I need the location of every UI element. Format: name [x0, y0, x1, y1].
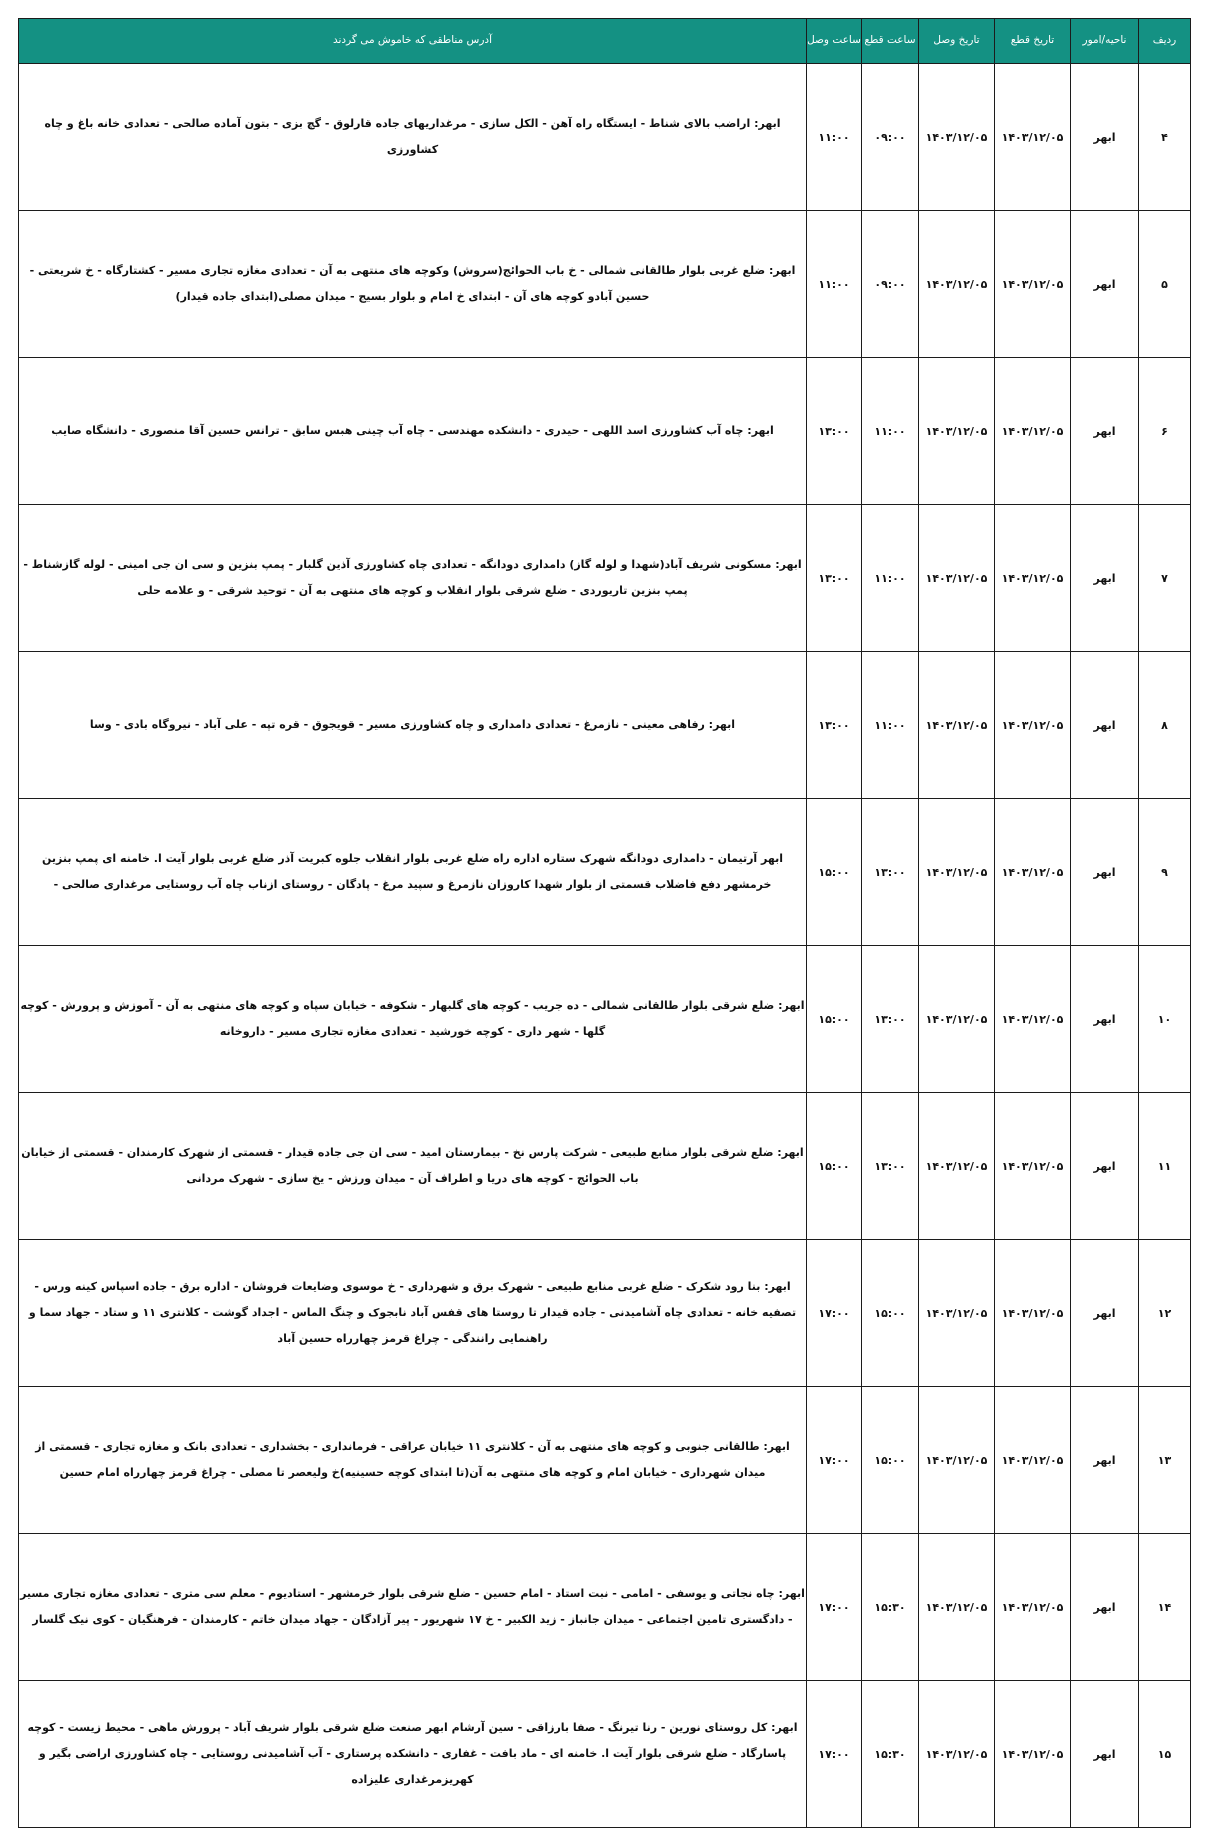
row-address: ابهر: مسکونی شریف آباد(شهدا و لوله گاز) دامداری دودانگه - تعدادی چاه کشاورزی آذین گلبار - پمپ بنزین و سی ان جی امینی - لوله گازشناط - پمپ بنزین تاریوردی - ضلع شرقی بلوار انقلاب و کوچه های منتهی به آن - توحید شرقی - و علامه حلی — [19, 505, 807, 652]
row-cut-time: ۰۹:۰۰ — [862, 211, 919, 358]
header-address: آدرس مناطقی که خاموش می گردند — [19, 19, 807, 64]
row-cut-date: ۱۴۰۳/۱۲/۰۵ — [995, 211, 1071, 358]
row-cut-time: ۱۱:۰۰ — [862, 358, 919, 505]
row-cut-date: ۱۴۰۳/۱۲/۰۵ — [995, 1534, 1071, 1681]
row-connect-time: ۱۳:۰۰ — [807, 652, 862, 799]
row-number: ۱۳ — [1139, 1387, 1191, 1534]
row-area: ابهر — [1071, 64, 1139, 211]
table-row — [19, 799, 1191, 946]
row-number: ۱۱ — [1139, 1093, 1191, 1240]
row-connect-time: ۱۵:۰۰ — [807, 946, 862, 1093]
row-number: ۵ — [1139, 211, 1191, 358]
row-connect-date: ۱۴۰۳/۱۲/۰۵ — [919, 505, 995, 652]
row-connect-time: ۱۵:۰۰ — [807, 1093, 862, 1240]
row-connect-date: ۱۴۰۳/۱۲/۰۵ — [919, 1534, 995, 1681]
row-address: ابهر: کل روستای نورین - رنا تیرنگ - صفا بارزاقی - سین آرشام ابهر صنعت ضلع شرقی بلوار شریف آباد - پرورش ماهی - محیط زیست - کوچه پاسارگاد - ضلع شرقی بلوار آیت ا. خامنه ای - ماد بافت - غفاری - دانشکده پرستاری - آب آشامیدنی روستایی - چاه کشاورزی اراضی بگیر و کهریزمرغداری علیزاده — [19, 1681, 807, 1828]
row-cut-date: ۱۴۰۳/۱۲/۰۵ — [995, 64, 1071, 211]
row-area: ابهر — [1071, 1240, 1139, 1387]
row-connect-time: ۱۱:۰۰ — [807, 211, 862, 358]
table-row — [19, 1240, 1191, 1387]
row-cut-date: ۱۴۰۳/۱۲/۰۵ — [995, 358, 1071, 505]
row-connect-date: ۱۴۰۳/۱۲/۰۵ — [919, 1093, 995, 1240]
table-row — [19, 1681, 1191, 1828]
row-address: ابهر: بنا رود شکرک - ضلع غربی منابع طبیعی - شهرک برق و شهرداری - خ موسوی وضایعات فروشان - اداره برق - جاده اسپاس کینه ورس - تصفیه خانه - تعدادی چاه آشامیدنی - جاده قیدار تا روستا های قفس آباد نابجوک و چنگ الماس - اجداد گوشت - کلانتری ۱۱ و ستاد - جهاد سما و راهنمایی رانندگی - چراغ قرمز چهارراه حسین آباد — [19, 1240, 807, 1387]
row-cut-date: ۱۴۰۳/۱۲/۰۵ — [995, 1387, 1071, 1534]
row-connect-date: ۱۴۰۳/۱۲/۰۵ — [919, 799, 995, 946]
row-address: ابهر: ضلع شرقی بلوار منابع طبیعی - شرکت پارس نخ - بیمارستان امید - سی ان جی جاده قیدار - قسمتی از شهرک کارمندان - قسمتی از خیابان باب الحوائج - کوچه های دریا و اطراف آن - میدان ورزش - یخ سازی - شهرک مردانی — [19, 1093, 807, 1240]
header-area: ناحیه/امور — [1071, 19, 1139, 64]
row-connect-date: ۱۴۰۳/۱۲/۰۵ — [919, 1387, 995, 1534]
header-connect-time: ساعت وصل — [807, 19, 862, 64]
row-cut-time: ۱۱:۰۰ — [862, 505, 919, 652]
row-connect-date: ۱۴۰۳/۱۲/۰۵ — [919, 946, 995, 1093]
row-area: ابهر — [1071, 1387, 1139, 1534]
row-connect-date: ۱۴۰۳/۱۲/۰۵ — [919, 652, 995, 799]
row-cut-time: ۱۵:۰۰ — [862, 1387, 919, 1534]
row-address: ابهر: ضلع غربی بلوار طالقانی شمالی - خ باب الحوائج(سروش) وکوچه های منتهی به آن - تعدادی مغازه تجاری مسیر - کشتارگاه - خ شریعتی - حسین آبادو کوچه های آن - ابتدای خ امام و بلوار بسیج - میدان مصلی(ابتدای جاده قیدار) — [19, 211, 807, 358]
row-cut-time: ۱۵:۳۰ — [862, 1534, 919, 1681]
row-address: ابهر: رفاهی معینی - نازمرغ - تعدادی دامداری و چاه کشاورزی مسیر - قویجوق - قره تپه - علی آباد - نیروگاه بادی - وسا — [19, 652, 807, 799]
table-row — [19, 211, 1191, 358]
header-row-number: ردیف — [1139, 19, 1191, 64]
header-connect-date: تاریخ وصل — [919, 19, 995, 64]
row-cut-date: ۱۴۰۳/۱۲/۰۵ — [995, 1240, 1071, 1387]
header-cut-time: ساعت قطع — [862, 19, 919, 64]
row-connect-time: ۱۳:۰۰ — [807, 505, 862, 652]
row-connect-time: ۱۷:۰۰ — [807, 1240, 862, 1387]
row-connect-date: ۱۴۰۳/۱۲/۰۵ — [919, 1681, 995, 1828]
row-area: ابهر — [1071, 1681, 1139, 1828]
row-area: ابهر — [1071, 1534, 1139, 1681]
row-number: ۱۵ — [1139, 1681, 1191, 1828]
row-cut-date: ۱۴۰۳/۱۲/۰۵ — [995, 946, 1071, 1093]
table-row — [19, 505, 1191, 652]
row-cut-time: ۱۳:۰۰ — [862, 799, 919, 946]
row-address: ابهر: اراضب بالای شناط - ایستگاه راه آهن - الکل سازی - مرغداریهای جاده قارلوق - گچ بزی - بتون آماده صالحی - تعدادی خانه باغ و چاه کشاورزی — [19, 64, 807, 211]
table-row — [19, 652, 1191, 799]
row-connect-time: ۱۷:۰۰ — [807, 1534, 862, 1681]
row-number: ۱۲ — [1139, 1240, 1191, 1387]
row-number: ۹ — [1139, 799, 1191, 946]
row-area: ابهر — [1071, 505, 1139, 652]
table-row — [19, 358, 1191, 505]
row-connect-time: ۱۷:۰۰ — [807, 1681, 862, 1828]
row-number: ۱۰ — [1139, 946, 1191, 1093]
row-connect-date: ۱۴۰۳/۱۲/۰۵ — [919, 1240, 995, 1387]
row-cut-date: ۱۴۰۳/۱۲/۰۵ — [995, 505, 1071, 652]
row-cut-time: ۰۹:۰۰ — [862, 64, 919, 211]
row-area: ابهر — [1071, 799, 1139, 946]
row-number: ۴ — [1139, 64, 1191, 211]
header-cut-date: تاریخ قطع — [995, 19, 1071, 64]
row-connect-time: ۱۷:۰۰ — [807, 1387, 862, 1534]
row-connect-time: ۱۵:۰۰ — [807, 799, 862, 946]
row-number: ۷ — [1139, 505, 1191, 652]
row-connect-date: ۱۴۰۳/۱۲/۰۵ — [919, 64, 995, 211]
row-cut-time: ۱۳:۰۰ — [862, 946, 919, 1093]
row-cut-date: ۱۴۰۳/۱۲/۰۵ — [995, 1093, 1071, 1240]
row-area: ابهر — [1071, 652, 1139, 799]
table-body — [19, 64, 1191, 1828]
row-cut-date: ۱۴۰۳/۱۲/۰۵ — [995, 652, 1071, 799]
row-address: ابهر: ضلع شرقی بلوار طالقانی شمالی - ده جریب - کوچه های گلبهار - شکوفه - خیابان سپاه و کوچه های منتهی به آن - آموزش و پرورش - کوچه گلها - شهر داری - کوچه خورشید - تعدادی مغازه تجاری مسیر - داروخانه — [19, 946, 807, 1093]
row-cut-time: ۱۳:۰۰ — [862, 1093, 919, 1240]
row-connect-time: ۱۱:۰۰ — [807, 64, 862, 211]
table-row — [19, 1534, 1191, 1681]
row-address: ابهر آرتیمان - دامداری دودانگه شهرک ستاره اداره راه ضلع غربی بلوار انقلاب جلوه کبریت آذر ضلع غربی بلوار آیت ا. خامنه ای پمپ بنزین خرمشهر دفع فاضلاب قسمتی از بلوار شهدا کاروزان نازمرغ و سپید مرغ - پادگان - روستای ازناب چاه آب روستایی مرغداری صالحی - — [19, 799, 807, 946]
row-cut-time: ۱۱:۰۰ — [862, 652, 919, 799]
row-address: ابهر: طالقانی جنوبی و کوچه های منتهی به آن - کلانتری ۱۱ خیابان عراقی - فرمانداری - بخشداری - تعدادی بانک و مغازه تجاری - قسمتی از میدان شهرداری - خیابان امام و کوچه های منتهی به آن(تا ابتدای کوچه حسینیه)خ ولیعصر تا مصلی - چراغ قرمز چهارراه امام حسین — [19, 1387, 807, 1534]
row-address: ابهر: چاه نجاتی و یوسفی - امامی - نبت استاد - امام حسین - ضلع شرقی بلوار خرمشهر - استادیوم - معلم سی متری - تعدادی مغازه تجاری مسیر - دادگستری تامین اجتماعی - میدان جانباز - زید الکبیر - خ ۱۷ شهریور - پیر آزادگان - جهاد میدان خاتم - کارمندان - فرهنگیان - کوی نیک گلسار — [19, 1534, 807, 1681]
row-cut-date: ۱۴۰۳/۱۲/۰۵ — [995, 1681, 1071, 1828]
row-number: ۱۴ — [1139, 1534, 1191, 1681]
row-connect-time: ۱۳:۰۰ — [807, 358, 862, 505]
row-cut-time: ۱۵:۰۰ — [862, 1240, 919, 1387]
table-row — [19, 1387, 1191, 1534]
row-area: ابهر — [1071, 358, 1139, 505]
table-row — [19, 1093, 1191, 1240]
outage-schedule-table — [18, 18, 1191, 1828]
row-cut-date: ۱۴۰۳/۱۲/۰۵ — [995, 799, 1071, 946]
row-address: ابهر: چاه آب کشاورزی اسد اللهی - حیدری - دانشکده مهندسی - چاه آب چینی هبس سابق - ترانس حسین آقا منصوری - دانشگاه صایب — [19, 358, 807, 505]
row-number: ۶ — [1139, 358, 1191, 505]
table-header — [19, 19, 1191, 64]
table-row — [19, 64, 1191, 211]
row-area: ابهر — [1071, 1093, 1139, 1240]
row-number: ۸ — [1139, 652, 1191, 799]
row-connect-date: ۱۴۰۳/۱۲/۰۵ — [919, 211, 995, 358]
row-cut-time: ۱۵:۳۰ — [862, 1681, 919, 1828]
table-row — [19, 946, 1191, 1093]
row-area: ابهر — [1071, 211, 1139, 358]
row-area: ابهر — [1071, 946, 1139, 1093]
row-connect-date: ۱۴۰۳/۱۲/۰۵ — [919, 358, 995, 505]
